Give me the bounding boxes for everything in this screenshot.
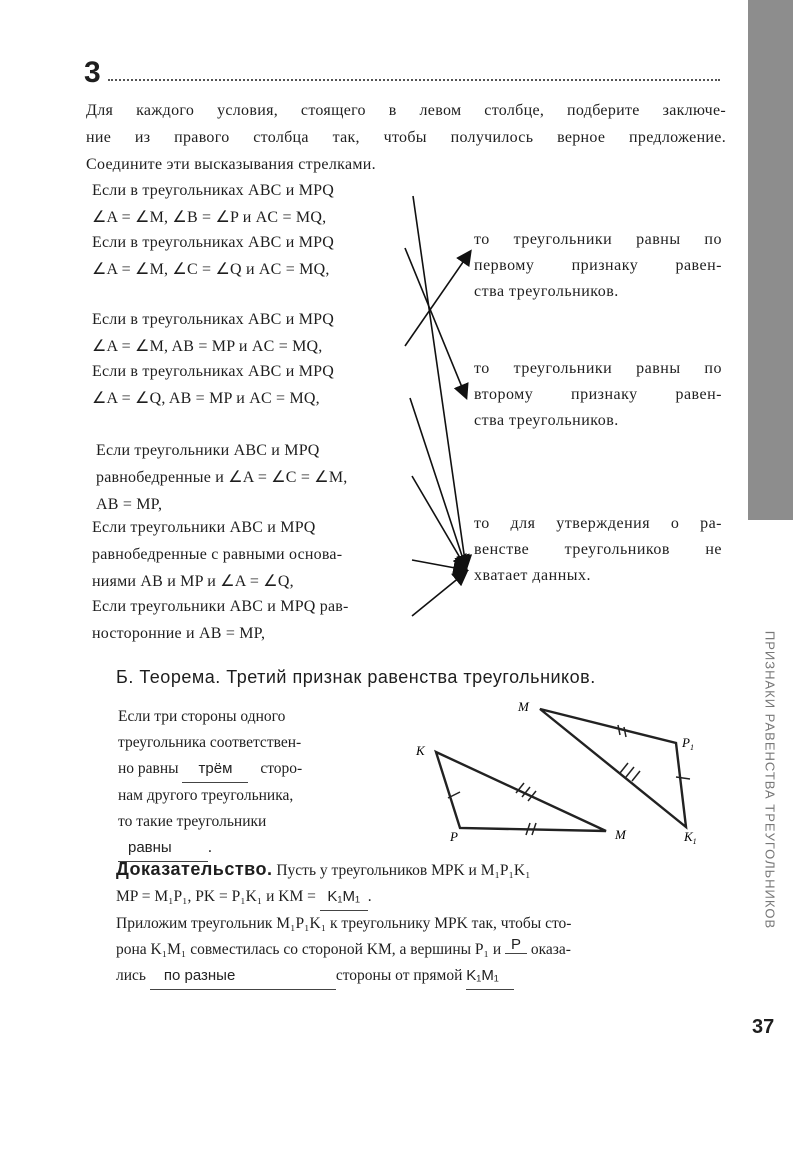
theorem-statement: Если три стороны одного треугольника соответствен- но равны трём сторо- нам другого треугольника, то такие треугольники равны .: [118, 704, 363, 862]
task-instructions: Для каждого условия, стоящего в левом столбце, подберите заключе- ние из правого столбца так, чтобы получилось верное предложение. Соедините эти высказывания стрелками.: [86, 102, 726, 173]
proof-text: Доказательство. Пусть у треугольников MPK и M₁P₁K₁ MP = M₁P₁, PK = P₁K₁ и KM = K₁M₁ . Приложим треугольник M₁P₁K₁ к треугольнику MPK так, чтобы сто- рона K₁M₁ совместилась со стороной KM, а вершины P₁ и P оказа- лись по разные стороны от прямой K₁M₁: [116, 856, 716, 990]
condition-2: Если в треугольниках ABC и MPQ ∠A = ∠M, ∠C = ∠Q и AC = MQ,: [92, 234, 334, 278]
conclusion-3: то для утверждения о ра- венстве треугольников не хватает данных.: [474, 515, 722, 584]
side-chapter-title: ПРИЗНАКИ РАВЕНСТВА ТРЕУГОЛЬНИКОВ: [762, 630, 778, 930]
answer-blank-6[interactable]: K₁M₁: [466, 963, 514, 990]
task-number: 3: [84, 56, 101, 89]
answer-blank-1[interactable]: трём: [182, 756, 248, 783]
answer-blank-5[interactable]: по разные: [150, 963, 336, 990]
svg-text:M: M: [518, 699, 529, 714]
page-number: 37: [752, 1016, 775, 1038]
arrow-5: [412, 476, 466, 568]
svg-text:P1: $P_1$: [682, 735, 694, 752]
answer-blank-4[interactable]: P: [505, 937, 527, 954]
arrow-3: [405, 252, 470, 346]
triangle-mpk: [436, 752, 606, 831]
answer-blank-3[interactable]: K₁M₁: [320, 884, 368, 911]
condition-4: Если в треугольниках ABC и MPQ ∠A = ∠Q, AB = MP и AC = MQ,: [92, 363, 334, 407]
arrow-6: [412, 560, 466, 570]
conclusion-2: то треугольники равны по второму признаку равен- ства треугольников.: [474, 360, 722, 429]
condition-6: Если треугольники ABC и MPQ равнобедренные с равными основа- ниями AB и MP и ∠A = ∠Q,: [92, 519, 343, 590]
theorem-heading: Б. Теорема. Третий признак равенства треугольников.: [116, 667, 596, 687]
svg-text:M: M: [615, 827, 626, 842]
condition-7: Если треугольники ABC и MPQ рав- носторонние и AB = MP,: [92, 598, 349, 642]
svg-text:P: P: [450, 829, 458, 844]
condition-1: Если в треугольниках ABC и MPQ ∠A = ∠M, ∠B = ∠P и AC = MQ,: [92, 182, 334, 226]
arrow-7: [412, 572, 466, 616]
arrow-4: [410, 398, 466, 568]
svg-text:K1: $K_1$: [684, 829, 697, 846]
answer-blank-2[interactable]: равны: [118, 835, 208, 862]
triangles-figure: [410, 695, 710, 855]
condition-3: Если в треугольниках ABC и MPQ ∠A = ∠M, AB = MP и AC = MQ,: [92, 311, 334, 355]
svg-text:K: K: [416, 743, 425, 758]
condition-5: Если треугольники ABC и MPQ равнобедренные и ∠A = ∠C = ∠M, AB = MP,: [96, 442, 348, 513]
arrow-1: [413, 196, 466, 568]
conclusion-1: то треугольники равны по первому признаку равен- ства треугольников.: [474, 231, 722, 300]
